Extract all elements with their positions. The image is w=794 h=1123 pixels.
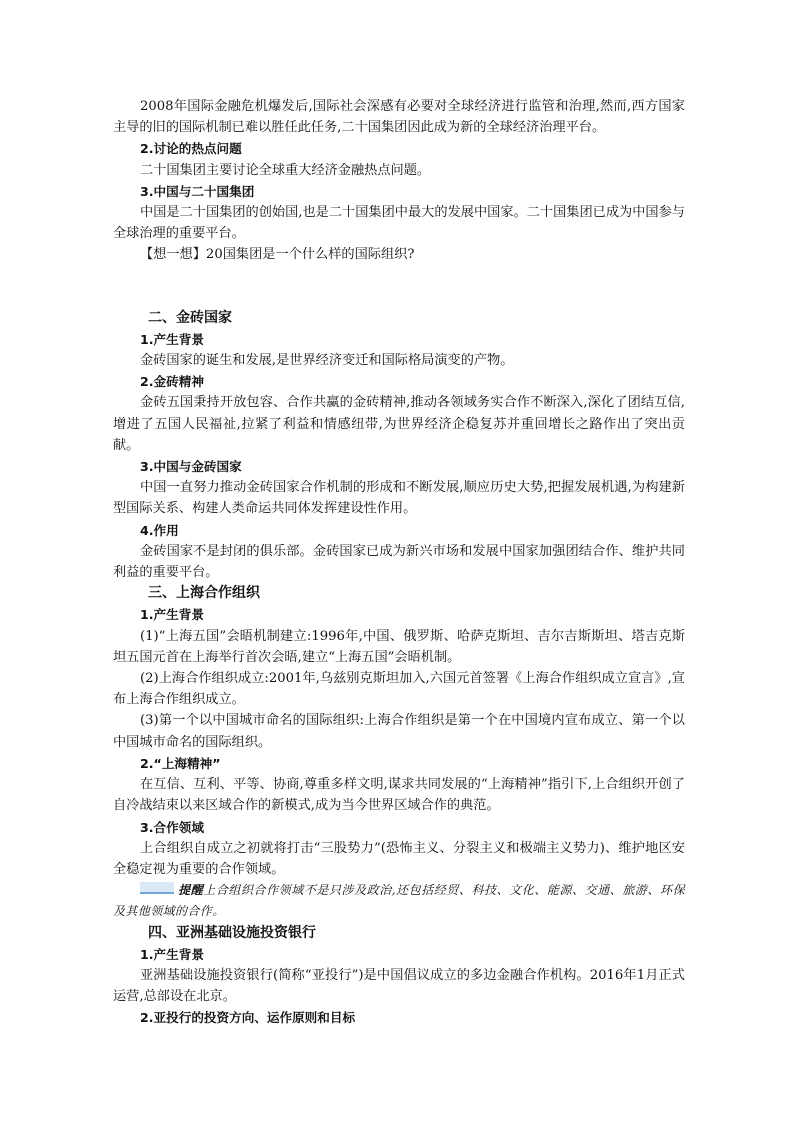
section-title: 三、上海合作组织 <box>148 585 260 602</box>
tip-note <box>113 880 685 922</box>
subheading: 2.亚投行的投资方向、运作原则和目标 <box>140 1010 356 1026</box>
paragraph: 中国是二十国集团的创始国,也是二十国集团中最大的发展中国家。二十国集团已成为中国参与全球治理的重要平台。 <box>113 205 685 242</box>
paragraph: 在互信、互利、平等、协商,尊重多样文明,谋求共同发展的“上海精神”指引下,上合组织开创了自冷战结束以来区域合作的新模式,成为当今世界区域合作的典范。 <box>113 777 685 814</box>
paragraph: 上合组织自成立之初就将打击“三股势力”(恐怖主义、分裂主义和极端主义势力)、维护地区安全稳定视为重要的合作领域。 <box>113 840 685 877</box>
section-title: 四、亚洲基础设施投资银行 <box>148 924 316 941</box>
subheading: 2.“上海精神” <box>140 755 221 771</box>
subheading: 3.中国与二十国集团 <box>140 183 255 199</box>
paragraph: 中国一直努力推动金砖国家合作机制的形成和不断发展,顺应历史大势,把握发展机遇,为构建新型国际关系、构建人类命运共同体发挥建设性作用。 <box>113 480 685 517</box>
subheading: 2.讨论的热点问题 <box>140 141 242 157</box>
paragraph: 金砖国家不是封闭的俱乐部。金砖国家已成为新兴市场和发展中国家加强团结合作、维护共同利益的重要平台。 <box>113 543 685 581</box>
paragraph: 亚洲基础设施投资银行(简称“亚投行”)是中国倡议成立的多边金融合作机构。2016年1月正式运营,总部设在北京。 <box>113 967 685 1005</box>
section-title: 二、金砖国家 <box>148 309 232 326</box>
tip-text: 上合组织合作领域不是只涉及政治,还包括经贸、科技、文化、能源、交通、旅游、环保及其他领域的合作。 <box>113 883 685 919</box>
subheading: 3.合作领域 <box>140 819 204 835</box>
tip-label: 提醒 <box>178 883 204 898</box>
subheading: 1.产生背景 <box>140 607 204 623</box>
paragraph: 二十国集团主要讨论全球重大经济金融热点问题。 <box>140 162 431 178</box>
subheading: 4.作用 <box>140 522 179 538</box>
subheading: 2.金砖精神 <box>140 374 204 390</box>
subheading: 1.产生背景 <box>140 331 204 347</box>
paragraph: 金砖五国秉持开放包容、合作共赢的金砖精神,推动各领域务实合作不断深入,深化了团结互信,增进了五国人民福祉,拉紧了利益和情感纽带,为世界经济企稳复苏并重回增长之路作出了突出贡献。 <box>113 395 685 453</box>
paragraph: (1)“上海五国”会晤机制建立:1996年,中国、俄罗斯、哈萨克斯坦、吉尔吉斯斯坦、塔吉克斯坦五国元首在上海举行首次会晤,建立“上海五国”会晤机制。 <box>113 628 685 665</box>
highlight-mark-icon <box>140 882 174 894</box>
think-prompt: 【想一想】20国集团是一个什么样的国际组织? <box>140 247 415 263</box>
document-body <box>113 96 685 1029</box>
paragraph: (2)上海合作组织成立:2001年,乌兹别克斯坦加入,六国元首签署《上海合作组织成立宣言》,宣布上海合作组织成立。 <box>113 671 685 708</box>
paragraph: (3)第一个以中国城市命名的国际组织:上海合作组织是第一个在中国境内宣布成立、第一个以中国城市命名的国际组织。 <box>113 713 685 750</box>
spacer <box>113 266 685 308</box>
subheading: 1.产生背景 <box>140 946 204 962</box>
paragraph: 金砖国家的诞生和发展,是世界经济变迁和国际格局演变的产物。 <box>140 353 514 369</box>
subheading: 3.中国与金砖国家 <box>140 459 242 475</box>
paragraph: 2008年国际金融危机爆发后,国际社会深感有必要对全球经济进行监管和治理,然而,西方国家主导的旧的国际机制已难以胜任此任务,二十国集团因此成为新的全球经济治理平台。 <box>113 99 685 136</box>
